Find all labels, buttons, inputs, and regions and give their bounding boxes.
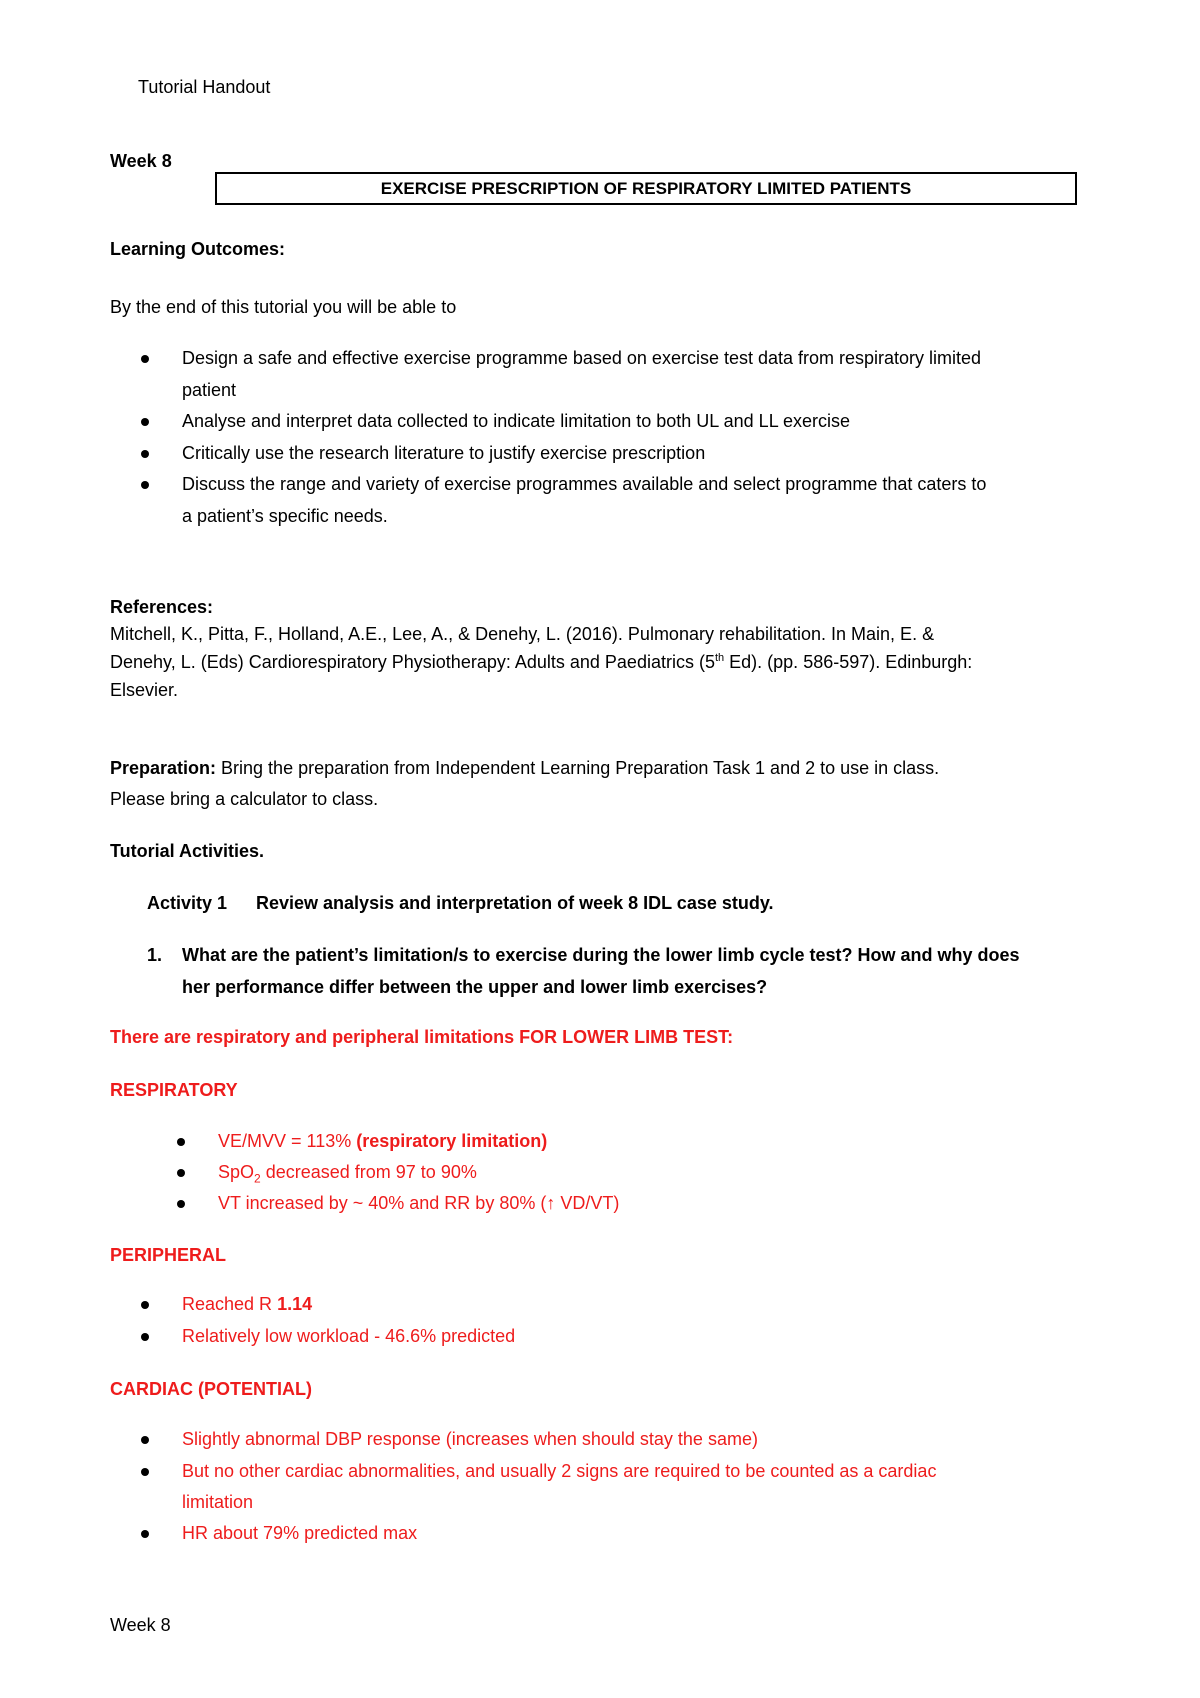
- bullet-icon: [177, 1138, 185, 1146]
- outcome-item-continuation: a patient’s specific needs.: [182, 506, 388, 526]
- outcome-item-continuation: patient: [182, 380, 237, 400]
- outcome-item: Discuss the range and variety of exercise programmes available and select programme that caters to: [182, 474, 987, 494]
- outcome-item: Critically use the research literature to justify exercise prescription: [182, 443, 706, 463]
- peripheral-item: Relatively low workload - 46.6% predicted: [182, 1326, 516, 1346]
- question-text: her performance differ between the upper and lower limb exercises?: [182, 977, 768, 997]
- document-title: EXERCISE PRESCRIPTION OF RESPIRATORY LIMITED PATIENTS: [215, 172, 1077, 205]
- outcome-item: Design a safe and effective exercise programme based on exercise test data from respiratory limited: [182, 348, 982, 368]
- footer-text: Week 8: [110, 1615, 171, 1635]
- cardiac-item: Slightly abnormal DBP response (increases when should stay the same): [182, 1429, 758, 1449]
- cardiac-item-continuation: limitation: [182, 1492, 254, 1512]
- week-label: Week 8: [110, 151, 172, 171]
- bullet-icon: [141, 450, 149, 458]
- bullet-icon: [141, 1333, 149, 1341]
- bullet-icon: [141, 418, 149, 426]
- bullet-icon: [141, 1301, 149, 1309]
- header-text: Tutorial Handout: [138, 77, 271, 97]
- bullet-icon: [141, 481, 149, 489]
- question-number: 1.: [147, 945, 163, 965]
- outcome-item: Analyse and interpret data collected to indicate limitation to both UL and LL exercise: [182, 411, 851, 431]
- reference-line: Mitchell, K., Pitta, F., Holland, A.E., Lee, A., & Denehy, L. (2016). Pulmonary rehabilitation. In Main, E. &: [110, 624, 935, 644]
- preparation-text: Please bring a calculator to class.: [110, 789, 379, 809]
- peripheral-heading: PERIPHERAL: [110, 1245, 227, 1265]
- respiratory-item: VT increased by ~ 40% and RR by 80% (↑ VD/VT): [218, 1193, 620, 1213]
- peripheral-item: Reached R 1.14: [182, 1294, 313, 1314]
- respiratory-heading: RESPIRATORY: [110, 1080, 238, 1100]
- bullet-icon: [177, 1169, 185, 1177]
- activity-description: Review analysis and interpretation of week 8 IDL case study.: [256, 893, 774, 913]
- learning-outcomes-intro: By the end of this tutorial you will be able to: [110, 297, 457, 317]
- cardiac-heading: CARDIAC (POTENTIAL): [110, 1379, 312, 1399]
- bullet-icon: [141, 1530, 149, 1538]
- bullet-icon: [177, 1200, 185, 1208]
- respiratory-item: SpO$_2$ decreased from 97 to 90%: [218, 1162, 477, 1186]
- tutorial-activities-heading: Tutorial Activities.: [110, 841, 265, 861]
- cardiac-item: But no other cardiac abnormalities, and usually 2 signs are required to be counted as a cardiac: [182, 1461, 937, 1481]
- references-heading: References:: [110, 597, 214, 617]
- reference-line: Denehy, L. (Eds) Cardiorespiratory Physiotherapy: Adults and Paediatrics (5th Ed). (pp. 586-597). Edinburgh:: [110, 652, 973, 672]
- learning-outcomes-heading: Learning Outcomes:: [110, 239, 286, 259]
- bullet-icon: [141, 1436, 149, 1444]
- respiratory-item: VE/MVV = 113% (respiratory limitation): [218, 1131, 548, 1151]
- bullet-icon: [141, 355, 149, 363]
- answer-intro: There are respiratory and peripheral limitations FOR LOWER LIMB TEST:: [110, 1027, 734, 1047]
- bullet-icon: [141, 1468, 149, 1476]
- activity-label: Activity 1: [147, 893, 228, 913]
- preparation-text: Preparation: Bring the preparation from Independent Learning Preparation Task 1 and 2 to use in class.: [110, 758, 940, 778]
- question-text: What are the patient’s limitation/s to exercise during the lower limb cycle test? How and why does: [182, 945, 1020, 965]
- cardiac-item: HR about 79% predicted max: [182, 1523, 418, 1543]
- reference-line: Elsevier.: [110, 680, 179, 700]
